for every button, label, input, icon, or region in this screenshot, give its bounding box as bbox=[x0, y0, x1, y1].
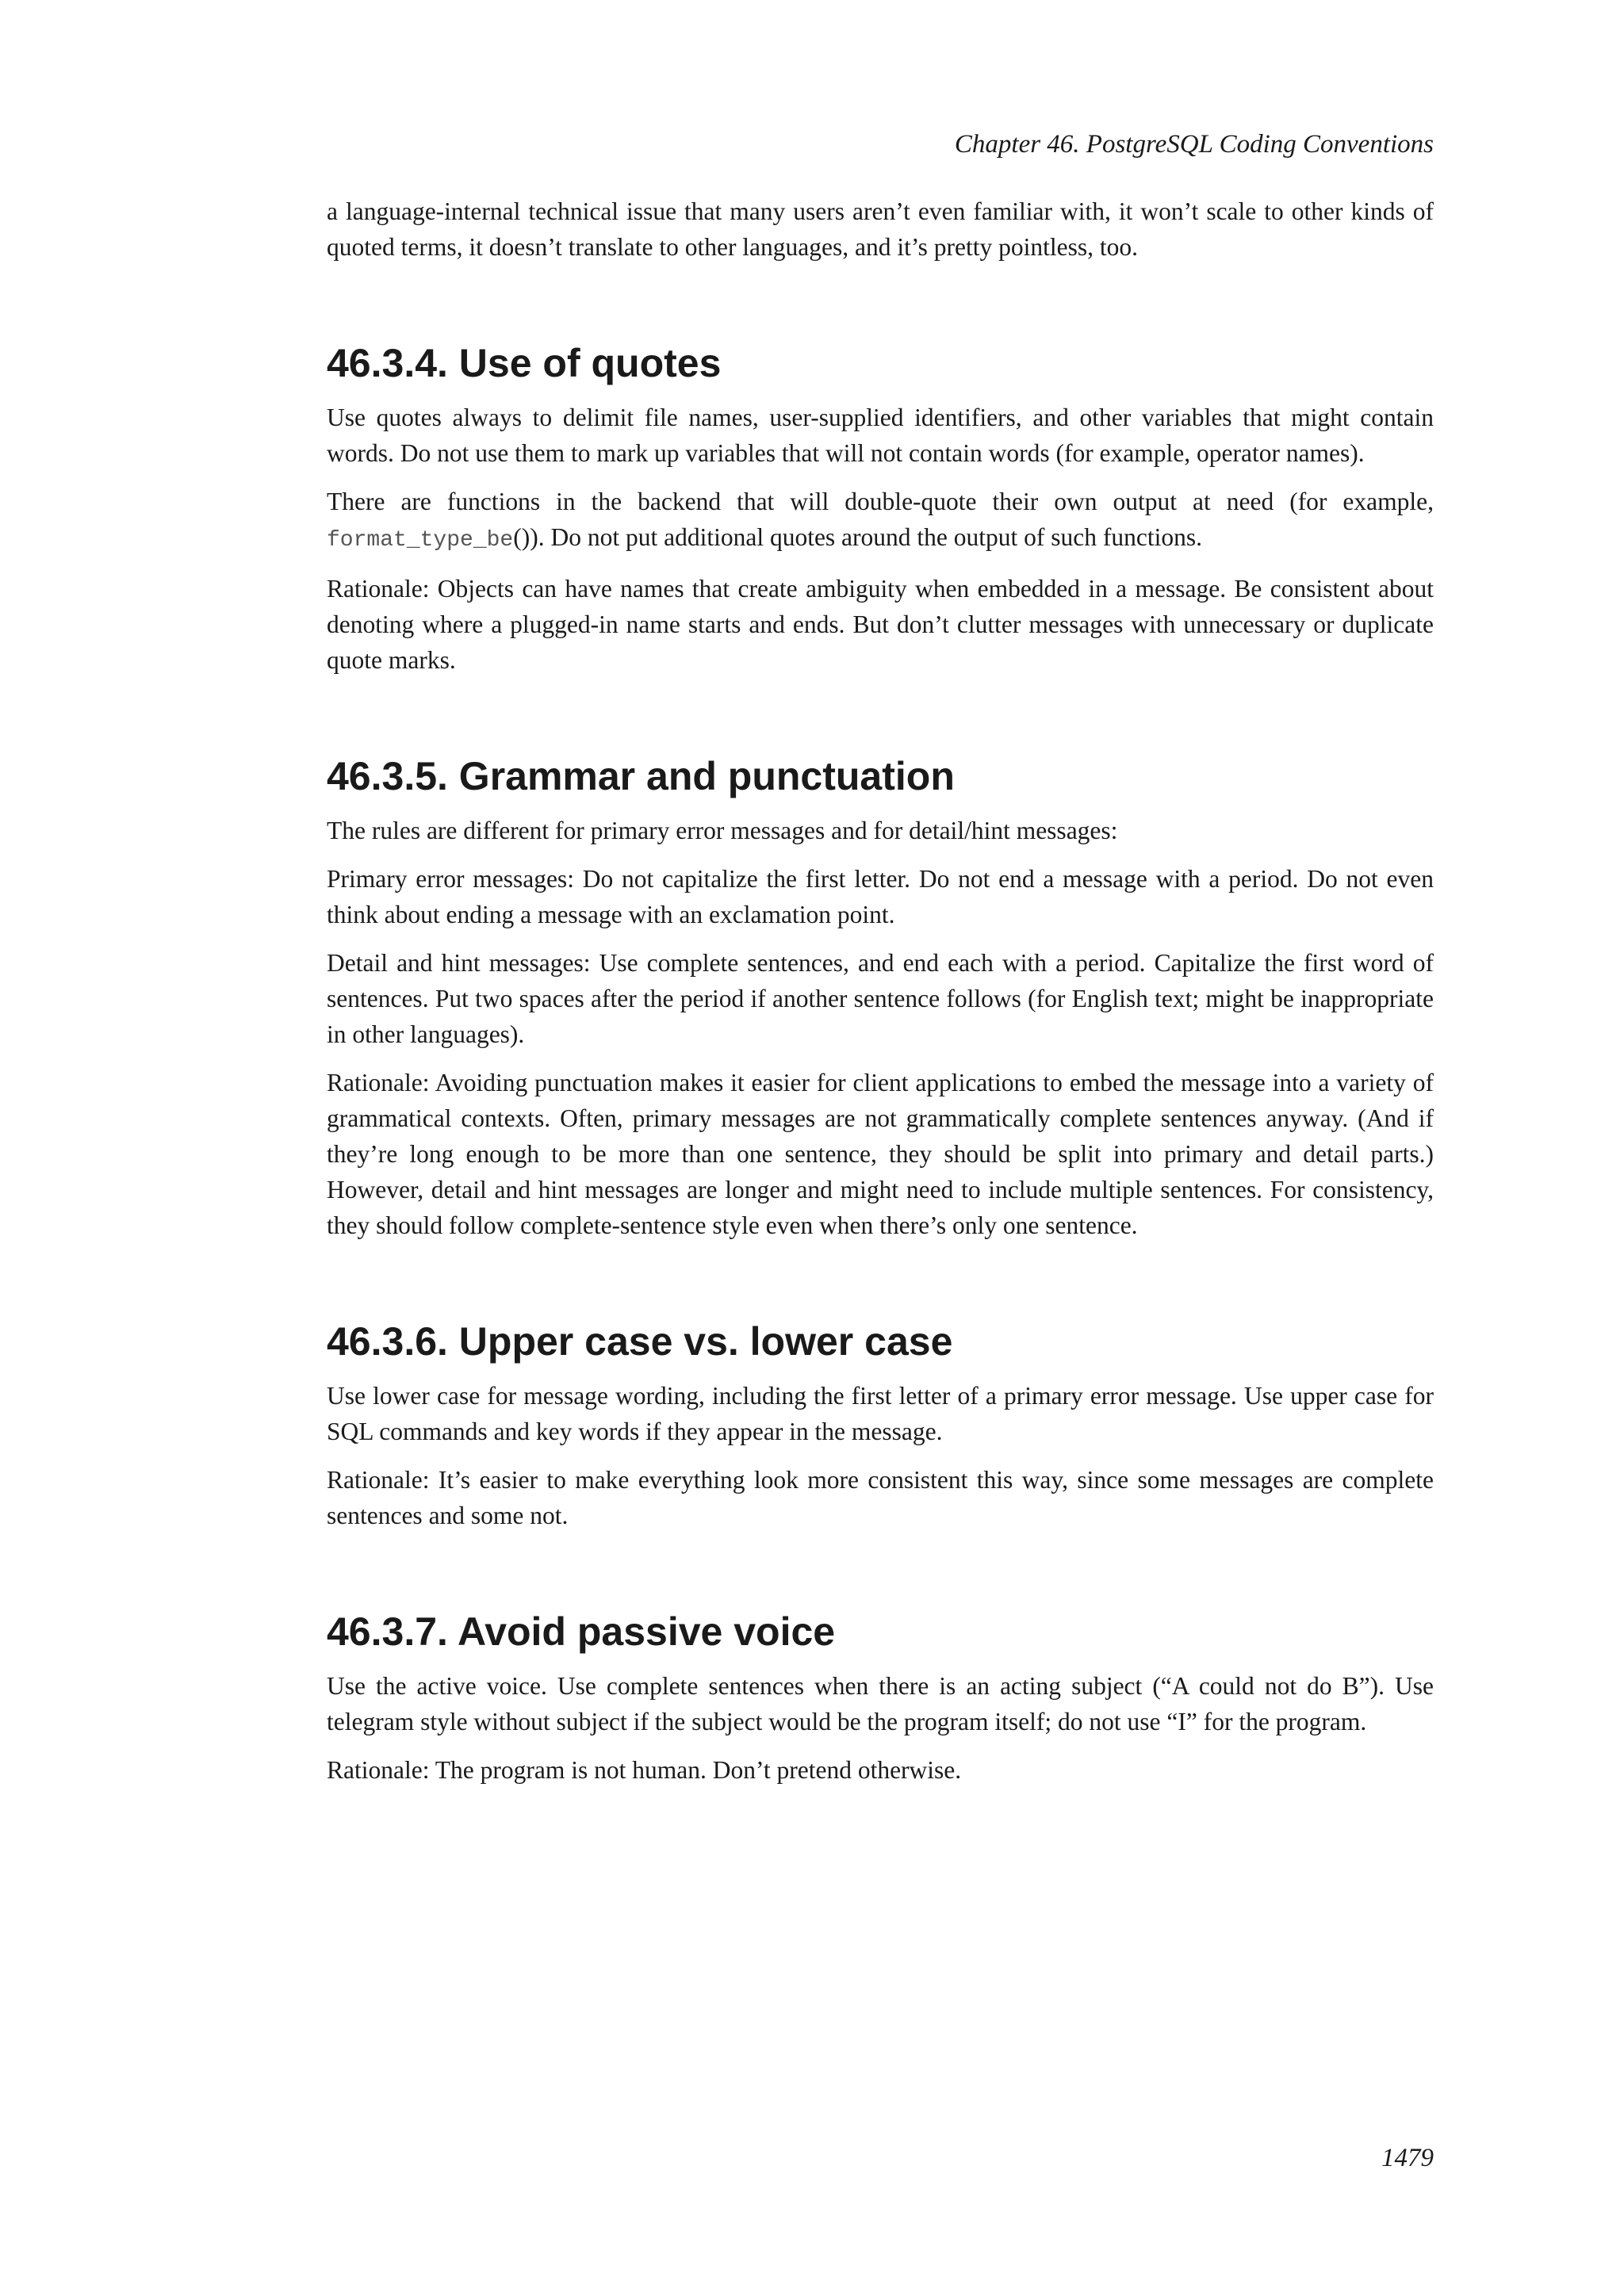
paragraph: Rationale: The program is not human. Don’t pretend otherwise. bbox=[327, 1756, 962, 1784]
section-heading: 46.3.4. Use of quotes bbox=[327, 341, 722, 385]
text-run: ()). Do not put additional quotes around the output of such functions. bbox=[513, 523, 1202, 551]
paragraph: Use lower case for message wording, including the first letter of a primary error message. Use upper case for SQL commands and key words if they appear in the message. bbox=[327, 1382, 1434, 1445]
text-run: There are functions in the backend that will double-quote their own output at need (for example, bbox=[327, 488, 1434, 515]
section-heading: 46.3.7. Avoid passive voice bbox=[327, 1609, 836, 1654]
page-number: 1479 bbox=[1381, 2144, 1434, 2172]
paragraph: Detail and hint messages: Use complete sentences, and end each with a period. Capitalize the first word of sentences. Put two spaces after the period if another sentence follows (for English text; might be inappropriate in other languages). bbox=[327, 949, 1434, 1048]
paragraph: Rationale: Objects can have names that create ambiguity when embedded in a message. Be consistent about denoting where a plugged-in name starts and ends. But don’t clutter messages with unnecessary or duplicate quote marks. bbox=[327, 575, 1434, 674]
document-page bbox=[327, 0, 1434, 2296]
section-grammar-and-punctuation bbox=[327, 752, 1434, 1243]
paragraph: The rules are different for primary error messages and for detail/hint messages: bbox=[327, 817, 1118, 844]
section-avoid-passive-voice bbox=[327, 1608, 1434, 1788]
page-content bbox=[327, 193, 1434, 1800]
paragraph: Rationale: Avoiding punctuation makes it easier for client applications to embed the message into a variety of grammatical contexts. Often, primary messages are not grammatically complete sentences anyway. (And if they’re long enough to be more than one sentence, they should be split into primary and detail parts.) However, detail and hint messages are longer and might need to include multiple sentences. For consistency, they should follow complete-sentence style even when there’s only one sentence. bbox=[327, 1069, 1434, 1239]
paragraph: Rationale: It’s easier to make everything look more consistent this way, since some messages are complete sentences and some not. bbox=[327, 1466, 1434, 1529]
section-use-of-quotes bbox=[327, 339, 1434, 678]
intro-paragraph: a language-internal technical issue that many users aren’t even familiar with, it won’t scale to other kinds of quoted terms, it doesn’t translate to other languages, and it’s pretty pointless, too. bbox=[327, 197, 1434, 261]
function-name-code: format_type_be bbox=[327, 528, 514, 553]
paragraph: Use quotes always to delimit file names, user-supplied identifiers, and other variables that might contain words. Do not use them to mark up variables that will not contain words (for example, operator names). bbox=[327, 404, 1434, 467]
paragraph: Use the active voice. Use complete sentences when there is an acting subject (“A could not do B”). Use telegram style without subject if the subject would be the program itself; do not use “I” for the program. bbox=[327, 1672, 1434, 1735]
section-heading: 46.3.5. Grammar and punctuation bbox=[327, 754, 955, 798]
section-heading: 46.3.6. Upper case vs. lower case bbox=[327, 1319, 953, 1364]
paragraph: Primary error messages: Do not capitalize the first letter. Do not end a message with a period. Do not even think about ending a message with an exclamation point. bbox=[327, 865, 1434, 928]
section-upper-vs-lower-case bbox=[327, 1318, 1434, 1533]
running-header: Chapter 46. PostgreSQL Coding Conventions bbox=[954, 130, 1434, 159]
paragraph bbox=[327, 484, 1434, 558]
